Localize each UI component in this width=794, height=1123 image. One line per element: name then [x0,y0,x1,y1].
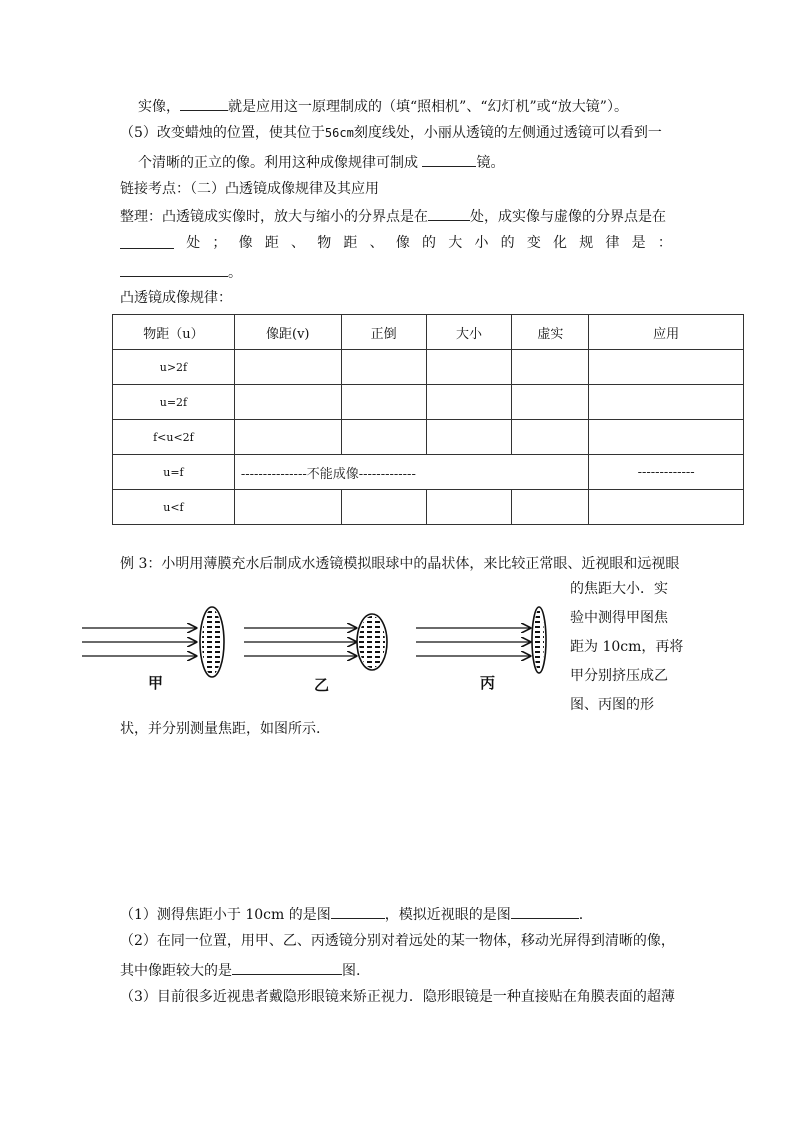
question-3: （3）目前很多近视患者戴隐形眼镜来矫正视力．隐形眼镜是一种直接贴在角膜表面的超薄 [120,989,675,1005]
organize-line3 [120,262,242,282]
imaging-rules-table [112,314,744,525]
answer-cell[interactable] [426,385,512,420]
char: 、 [369,235,384,251]
text: 整理：凸透镜成实像时，放大与缩小的分界点是在 [120,209,428,225]
answer-blank[interactable] [428,206,470,221]
table-title: 凸透镜成像规律： [120,290,232,306]
answer-blank[interactable] [511,904,579,919]
answer-blank[interactable] [422,152,476,167]
answer-blank[interactable] [120,234,174,249]
row-condition: u<f [113,490,235,525]
header-object-distance: 物距（u） [113,315,235,350]
char: 的 [500,235,515,251]
char: 变 [526,235,541,251]
answer-cell[interactable] [234,350,341,385]
answer-cell[interactable] [426,350,512,385]
char: 处 [186,235,201,251]
header-image-distance: 像距(v) [234,315,341,350]
row-condition: u=f [113,455,235,490]
lens-yi [244,614,387,670]
table-row [113,350,744,385]
question-1 [120,904,583,924]
row-condition: u=2f [113,385,235,420]
text: ，模拟近视眼的是图 [384,907,511,923]
question-5-line2 [138,152,504,172]
label-bing: 丙 [480,674,496,692]
answer-cell[interactable] [512,420,589,455]
answer-cell[interactable] [234,490,341,525]
table-header-row [113,315,744,350]
text: （5）改变蜡烛的位置，使其位于 [120,125,325,141]
char: 、 [291,235,306,251]
application-dash-cell: ------------- [589,455,744,490]
char: 的 [422,235,437,251]
answer-cell[interactable] [589,420,744,455]
text: 其中像距较大的是 [120,963,232,979]
answer-cell[interactable] [589,385,744,420]
char: ： [657,235,672,251]
char: 像 [238,235,253,251]
header-orientation: 正倒 [341,315,426,350]
table-row [113,420,744,455]
question-2-line1: （2）在同一位置，用甲、乙、丙透镜分别对着远处的某一物体，移动光屏得到清晰的像， [120,933,675,949]
line-image-use [138,96,628,116]
text: 距为 10cm，再将 [570,639,684,655]
answer-cell[interactable] [234,385,341,420]
answer-cell[interactable] [341,350,426,385]
char: ； [212,235,227,251]
text: （1）测得焦距小于 10cm 的是图 [120,907,331,923]
text: 实像， [138,99,180,115]
answer-blank[interactable] [331,904,385,919]
organize-line2 [120,234,672,252]
answer-cell[interactable] [341,385,426,420]
text: 就是应用这一原理制成的（填“照相机”、“幻灯机”或“放大镜”）。 [228,99,628,115]
example-3-line2: 状，并分别测量焦距，如图所示. [120,721,321,737]
table-row [113,490,744,525]
row-condition: f<u<2f [113,420,235,455]
char: 化 [553,235,568,251]
char: 大 [448,235,463,251]
answer-blank[interactable] [180,96,228,111]
text: 。 [228,265,242,281]
answer-cell[interactable] [512,490,589,525]
answer-blank[interactable] [120,262,228,277]
question-2-line2 [120,960,360,980]
text: 镜。 [476,155,505,171]
char: 小 [474,235,489,251]
text: 刻度线处，小丽从透镜的左侧通过透镜可以看到一 [353,125,662,141]
lens-bing [416,607,546,673]
char: 是 [631,235,646,251]
text: 验中测得甲图焦 [570,610,668,626]
no-image-cell: ---------------不能成像------------- [234,455,588,490]
label-yi: 乙 [314,676,330,694]
link-topic: 链接考点：（二）凸透镜成像规律及其应用 [120,181,379,197]
answer-blank[interactable] [232,960,342,975]
row-condition: u>2f [113,350,235,385]
answer-cell[interactable] [234,420,341,455]
answer-cell[interactable] [426,490,512,525]
lens-jia [82,607,224,677]
text: 的焦距大小．实 [570,581,668,597]
answer-cell[interactable] [341,490,426,525]
position-value: 56cm [324,126,354,140]
text: 甲分别挤压成乙 [570,668,668,684]
char: 律 [605,235,620,251]
organize-line1 [120,206,666,226]
text: 图、丙图的形 [570,697,654,713]
text: . [578,907,584,923]
char: 像 [395,235,410,251]
answer-cell[interactable] [341,420,426,455]
answer-cell[interactable] [512,350,589,385]
text: 图. [342,963,361,979]
example-3-right-text [570,575,683,720]
header-size: 大小 [426,315,512,350]
char: 距 [343,235,358,251]
answer-cell[interactable] [589,350,744,385]
char: 距 [264,235,279,251]
char: 物 [317,235,332,251]
answer-cell[interactable] [426,420,512,455]
header-real-virtual: 虚实 [512,315,589,350]
label-jia: 甲 [148,674,164,692]
table-row [113,455,744,490]
header-application: 应用 [589,315,744,350]
question-5-line1 [120,124,662,142]
example-3-line1: 例 3：小明用薄膜充水后制成水透镜模拟眼球中的晶状体，来比较正常眼、近视眼和远视眼 [120,556,680,572]
text: 个清晰的正立的像。利用这种成像规律可制成 [138,155,418,171]
text: 处，成实像与虚像的分界点是在 [470,209,666,225]
table-row [113,385,744,420]
char: 规 [579,235,594,251]
answer-cell[interactable] [512,385,589,420]
answer-cell[interactable] [589,490,744,525]
